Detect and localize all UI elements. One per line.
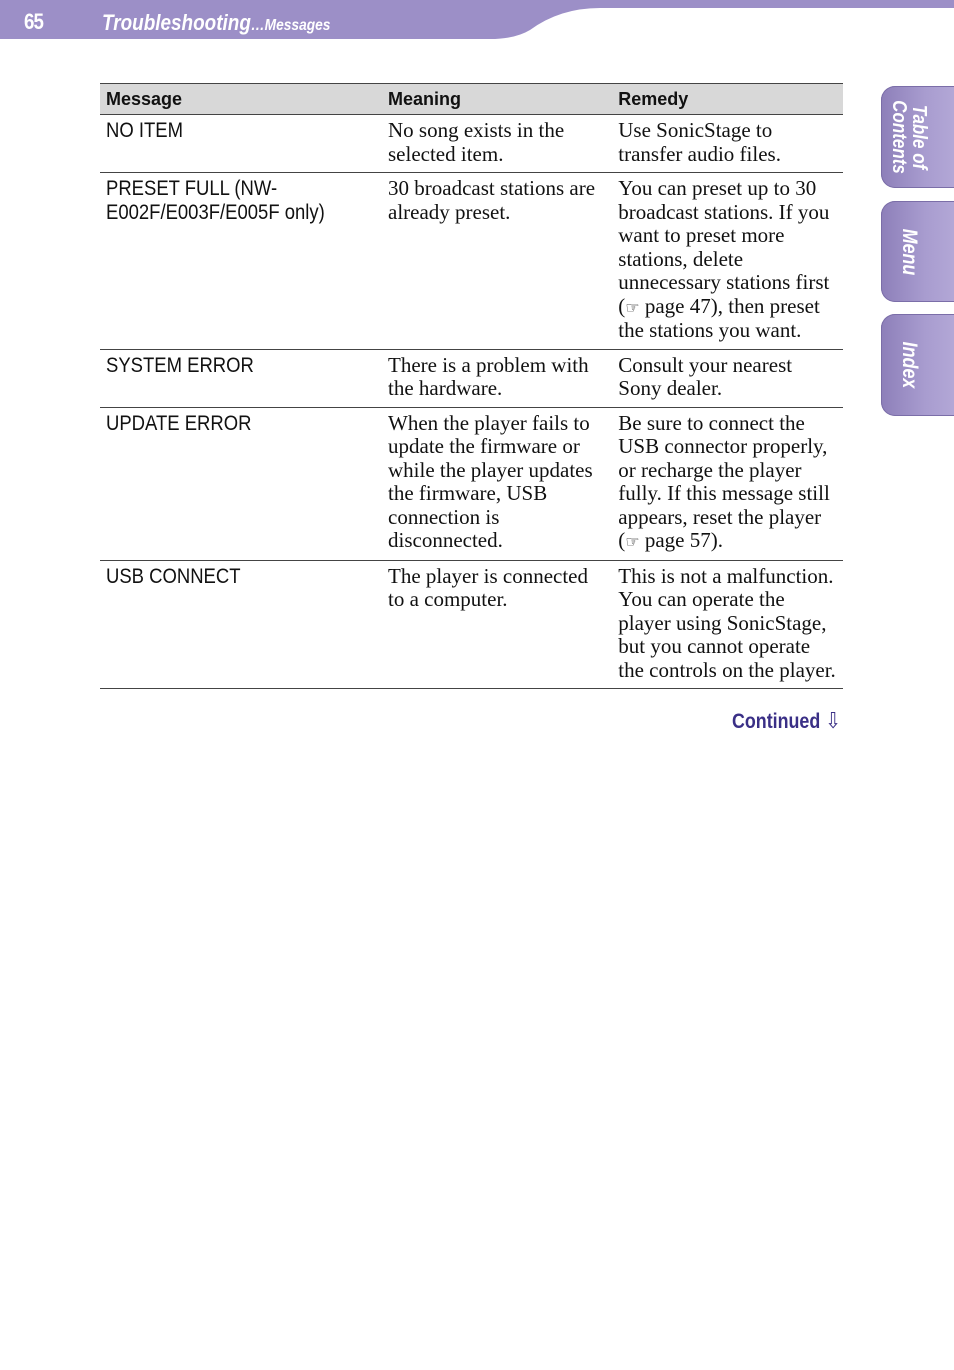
tab-menu-label: Menu (898, 228, 921, 275)
section-name: Troubleshooting (102, 10, 251, 35)
message-text: UPDATE ERROR (106, 411, 252, 435)
meaning-cell: 30 broadcast stations are already preset. (382, 173, 612, 350)
remedy-cell: Consult your nearest Sony dealer. (612, 349, 843, 407)
meaning-cell: The player is connected to a computer. (382, 560, 612, 689)
table-row (100, 560, 843, 689)
meaning-cell: There is a problem with the hardware. (382, 349, 612, 407)
meaning-cell: No song exists in the selected item. (382, 115, 612, 173)
message-cell (100, 173, 382, 350)
pointing-hand-icon: ☞ (625, 297, 640, 317)
header-remedy: Remedy (612, 84, 843, 115)
table-row (100, 407, 843, 560)
table-row (100, 115, 843, 173)
tab-index-label: Index (898, 341, 921, 389)
remedy-cell: This is not a malfunction. You can operate the player using SonicStage, but you cannot operate the controls on the player. (612, 560, 843, 689)
message-cell (100, 349, 382, 407)
continued-link[interactable] (732, 708, 841, 734)
message-cell (100, 407, 382, 560)
header-meaning: Meaning (382, 84, 612, 115)
tab-index[interactable] (881, 314, 954, 416)
messages-table (100, 83, 843, 689)
page-reference[interactable]: page 57). (639, 528, 723, 552)
tab-table-of-contents-label (889, 100, 929, 174)
down-arrow-icon: ⇩ (825, 708, 841, 733)
header-message: Message (100, 84, 382, 115)
table-row (100, 173, 843, 350)
section-separator: … (250, 17, 265, 34)
remedy-cell (612, 407, 843, 560)
meaning-cell: When the player fails to update the firmware or while the player updates the firmware, USB connection is disconnected. (382, 407, 612, 560)
remedy-text: You can preset up to 30 broadcast stations. If you want to preset more stations, delete unnecessary stations first ( (618, 176, 830, 318)
message-text: NO ITEM (106, 119, 183, 142)
page-number: 65 (24, 9, 44, 34)
section-title (102, 10, 330, 36)
message-cell (100, 115, 382, 173)
message-text: USB CONNECT (106, 564, 241, 588)
tab-table-of-contents[interactable] (881, 86, 954, 188)
remedy-text: Be sure to connect the USB connector properly, or recharge the player fully. If this message still appears, reset the player ( (618, 410, 830, 552)
remedy-cell (612, 173, 843, 350)
tab-toc-line: Table of Contents (888, 100, 930, 174)
subsection-name: Messages (264, 17, 331, 34)
page-reference[interactable]: page 47), then preset the stations you want. (618, 293, 820, 342)
pointing-hand-icon: ☞ (625, 532, 640, 551)
page-header (0, 0, 954, 44)
message-text: PRESET FULL (NW-E002F/E003F/E005F only) (106, 177, 325, 224)
table-row (100, 349, 843, 407)
message-cell (100, 560, 382, 689)
continued-label: Continued (732, 710, 821, 733)
message-text: SYSTEM ERROR (106, 353, 254, 377)
tab-menu[interactable] (881, 201, 954, 302)
table-header-row (100, 84, 843, 115)
remedy-cell: Use SonicStage to transfer audio files. (612, 115, 843, 173)
